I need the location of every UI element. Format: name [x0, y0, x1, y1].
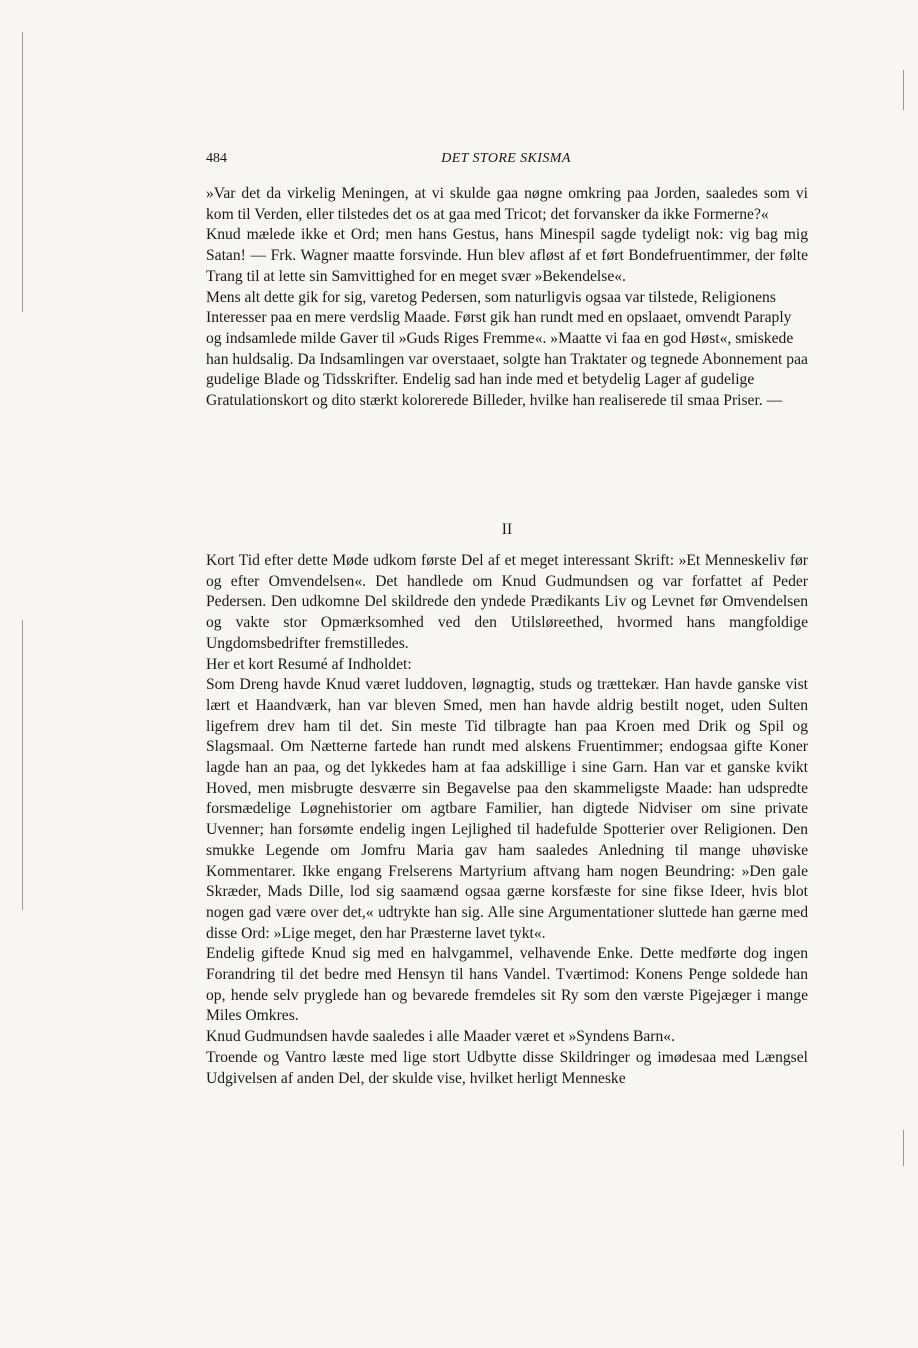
scan-edge-mark-left-1 — [22, 32, 23, 312]
paragraph: Endelig giftede Knud sig med en halvgammel, velhavende Enke. Dette medførte dog ingen Forandring til det bedre med Hensyn til hans Vandel. Tværtimod: Konens Penge soldede han op, hende selv pryglede han og bevarede fremdeles sit Ry som den værste Pigejæger i mange Miles Omkres. — [206, 945, 808, 1025]
page-number: 484 — [206, 151, 227, 166]
paragraph: Knud mælede ikke et Ord; men hans Gestus, hans Minespil sagde tydeligt nok: vig bag mig Satan! — Frk. Wagner maatte forsvinde. Hun blev afløst af et ført Bondefruentimmer, der følte Trang til at lette sin Samvittighed for en meget svær »Bekendelse«. — [206, 226, 808, 285]
paragraph: Knud Gudmundsen havde saaledes i alle Maader været et »Syndens Barn«. — [206, 1028, 675, 1046]
paragraph: Her et kort Resumé af Indholdet: — [206, 655, 412, 673]
scan-edge-mark-left-2 — [22, 620, 23, 910]
paragraph: Mens alt dette gik for sig, varetog Pedersen, som naturligvis ogsaa var tilstede, Religionens Interesser paa en mere verdslig Maade. Først gik han rundt med en opslaaet, omvendt Paraply og indsamlede milde Gaver til »Guds Riges Fremme«. »Maatte vi faa en god Høst«, smiskede han huldsalig. Da Indsamlingen var overstaaet, solgte han Traktater og tegnede Abonnement paa gudelige Blade og Tidsskrifter. Endelig sad han inde med et betydelig Lager af gudelige Gratulationskort og dito stærkt kolorerede Billeder, hvilke han realiserede til smaa Priser. — — [206, 288, 808, 410]
running-head: DET STORE SKISMA — [441, 151, 571, 166]
page-header — [206, 151, 806, 171]
text-block-bottom — [206, 551, 808, 1089]
paragraph: Kort Tid efter dette Møde udkom første Del af et meget interessant Skrift: »Et Menneskeliv før og efter Omvendelsen«. Det handlede om Knud Gudmundsen og var forfattet af Peder Pedersen. Den udkomne Del skildrede den yndede Prædikants Liv og Levnet før Omvendelsen og vakte stor Opmærksomhed ved den Utilsløreethed, hvormed hans mangfoldige Ungdomsbedrifter fremstilledes. — [206, 552, 808, 652]
text-block-top — [206, 184, 808, 412]
paragraph: Som Dreng havde Knud været luddoven, løgnagtig, studs og trættekær. Han havde ganske vist lært et Haandværk, han var bleven Smed, men han havde aldrig bestilt noget, uden Sulten ligefrem drev ham til det. Sin meste Tid tilbragte han paa Kroen med Drik og Spil og Slagsmaal. Om Nætterne fartede han rundt med alskens Fruentimmer; endogsaa gifte Koner lagde han an paa, og det lykkedes ham at faa adskillige i sine Garn. Han var et ganske kvikt Hoved, men misbrugte desværre sin Begavelse paa den skammeligste Maade: han udspredte forsmædelige Løgnehistorier om agtbare Familier, han digtede Nidviser om sine private Uvenner; han forsømte endelig ingen Lejlighed til hadefulde Spotterier over Religionen. Den smukke Legende om Jomfru Maria gav ham saaledes Anledning til mange uhøviske Kommentarer. Ikke engang Frelserens Martyrium aftvang ham nogen Beundring: »Den gale Skræder, Mads Dille, lod sig saamænd ogsaa gærne korsfæste for sine fikse Ideer, hvis blot nogen gad være over det,« udtrykte han sig. Alle sine Argumentationer sluttede han gærne med disse Ord: »Lige meget, den har Præsterne lavet tykt«. — [206, 676, 808, 942]
scan-edge-mark-right-1 — [903, 70, 904, 110]
paragraph: »Var det da virkelig Meningen, at vi skulde gaa nøgne omkring paa Jorden, saaledes som vi kom til Verden, eller tilstedes det os at gaa med Tricot; det forvansker da ikke Formerne?« — [206, 185, 808, 223]
scan-edge-mark-right-2 — [903, 1130, 904, 1166]
paragraph: Troende og Vantro læste med lige stort Udbytte disse Skildringer og imødesaa med Længsel Udgivelsen af anden Del, der skulde vise, hvilket herligt Menneske — [206, 1048, 808, 1087]
section-heading: II — [501, 521, 513, 538]
